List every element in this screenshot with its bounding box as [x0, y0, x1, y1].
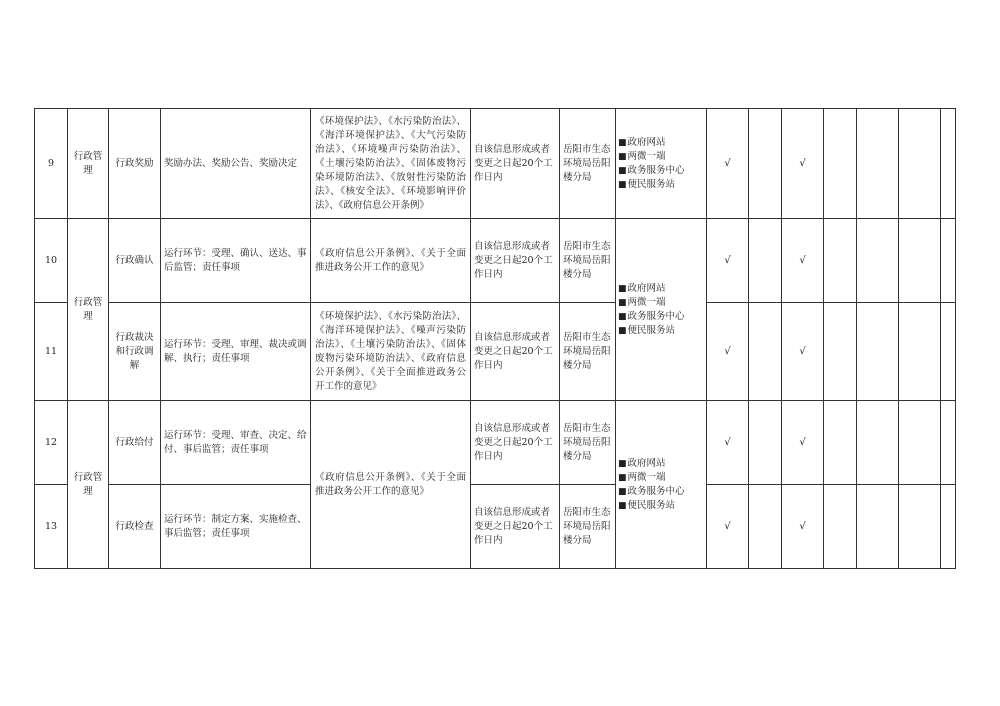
empty-cell	[899, 401, 941, 485]
black-square-icon: ■	[618, 297, 627, 308]
black-square-icon: ■	[618, 500, 627, 511]
basis-cell: 《政府信息公开条例》、《关于全面推进政务公开工作的意见》	[311, 219, 471, 303]
channel-item: ■两微一端	[618, 150, 666, 162]
subject-cell: 岳阳市生态环境局岳阳楼分局	[560, 303, 616, 401]
item-cell: 行政裁决和行政调解	[109, 303, 161, 401]
row-number: 11	[35, 303, 68, 401]
channel-item: ■政务服务中心	[618, 164, 685, 176]
channel-item: ■政务服务中心	[618, 485, 685, 497]
channel-item: ■政府网站	[618, 136, 666, 148]
empty-cell	[941, 401, 956, 485]
check-mark-2: √	[782, 303, 824, 401]
empty-cell	[941, 303, 956, 401]
category-cell: 行政管理	[68, 109, 109, 219]
channel-item: ■政务服务中心	[618, 310, 685, 322]
empty-cell	[749, 485, 782, 569]
category-cell: 行政管理	[68, 401, 109, 569]
check-mark-1: √	[707, 109, 749, 219]
empty-cell	[941, 109, 956, 219]
black-square-icon: ■	[618, 458, 627, 469]
empty-cell	[941, 219, 956, 303]
row-number: 13	[35, 485, 68, 569]
time-cell: 自该信息形成或者变更之日起20个工作日内	[471, 485, 560, 569]
basis-cell: 《政府信息公开条例》、《关于全面推进政务公开工作的意见》	[311, 401, 471, 569]
check-mark-2: √	[782, 401, 824, 485]
check-mark-2: √	[782, 109, 824, 219]
table-row	[35, 303, 956, 401]
check-mark-1: √	[707, 485, 749, 569]
channel-item: ■便民服务站	[618, 499, 676, 511]
time-cell: 自该信息形成或者变更之日起20个工作日内	[471, 109, 560, 219]
black-square-icon: ■	[618, 311, 627, 322]
empty-cell	[749, 219, 782, 303]
black-square-icon: ■	[618, 283, 627, 294]
empty-cell	[824, 109, 857, 219]
channels-cell	[616, 219, 707, 401]
empty-cell	[899, 219, 941, 303]
empty-cell	[899, 109, 941, 219]
empty-cell	[857, 303, 899, 401]
disclosure-table	[34, 108, 956, 569]
check-mark-1: √	[707, 219, 749, 303]
subject-cell: 岳阳市生态环境局岳阳楼分局	[560, 219, 616, 303]
content-cell: 运行环节：受理、审查、决定、给付、事后监管；责任事项	[161, 401, 311, 485]
empty-cell	[824, 303, 857, 401]
empty-cell	[857, 109, 899, 219]
content-cell: 运行环节：制定方案、实施检查、事后监管；责任事项	[161, 485, 311, 569]
category-cell: 行政管理	[68, 219, 109, 401]
subject-cell: 岳阳市生态环境局岳阳楼分局	[560, 485, 616, 569]
item-cell: 行政确认	[109, 219, 161, 303]
item-cell: 行政奖励	[109, 109, 161, 219]
channel-item: ■两微一端	[618, 471, 666, 483]
empty-cell	[824, 219, 857, 303]
empty-cell	[824, 401, 857, 485]
black-square-icon: ■	[618, 325, 627, 336]
table-row	[35, 401, 956, 485]
empty-cell	[899, 485, 941, 569]
black-square-icon: ■	[618, 165, 627, 176]
content-cell: 奖励办法、奖励公告、奖励决定	[161, 109, 311, 219]
basis-cell: 《环境保护法》、《水污染防治法》、《海洋环境保护法》、《噪声污染防治法》、《土壤污染防治法》、《固体废物污染环境防治法》、《政府信息公开条例》、《关于全面推进政务公开工作的意见》	[311, 303, 471, 401]
check-mark-1: √	[707, 401, 749, 485]
empty-cell	[824, 485, 857, 569]
channel-item: ■政府网站	[618, 457, 666, 469]
black-square-icon: ■	[618, 137, 627, 148]
table-row	[35, 485, 956, 569]
empty-cell	[857, 219, 899, 303]
empty-cell	[899, 303, 941, 401]
time-cell: 自该信息形成或者变更之日起20个工作日内	[471, 219, 560, 303]
empty-cell	[749, 303, 782, 401]
channels-cell	[616, 109, 707, 219]
item-cell: 行政检查	[109, 485, 161, 569]
empty-cell	[857, 485, 899, 569]
check-mark-1: √	[707, 303, 749, 401]
channel-item: ■便民服务站	[618, 324, 676, 336]
time-cell: 自该信息形成或者变更之日起20个工作日内	[471, 303, 560, 401]
time-cell: 自该信息形成或者变更之日起20个工作日内	[471, 401, 560, 485]
table-row	[35, 109, 956, 219]
subject-cell: 岳阳市生态环境局岳阳楼分局	[560, 401, 616, 485]
channel-item: ■两微一端	[618, 296, 666, 308]
black-square-icon: ■	[618, 179, 627, 190]
channel-item: ■便民服务站	[618, 178, 676, 190]
black-square-icon: ■	[618, 151, 627, 162]
empty-cell	[749, 401, 782, 485]
row-number: 10	[35, 219, 68, 303]
content-cell: 运行环节：受理、确认、送达、事后监管；责任事项	[161, 219, 311, 303]
black-square-icon: ■	[618, 486, 627, 497]
empty-cell	[857, 401, 899, 485]
subject-cell: 岳阳市生态环境局岳阳楼分局	[560, 109, 616, 219]
table-row	[35, 219, 956, 303]
check-mark-2: √	[782, 219, 824, 303]
check-mark-2: √	[782, 485, 824, 569]
content-cell: 运行环节：受理、审理、裁决或调解、执行；责任事项	[161, 303, 311, 401]
empty-cell	[749, 109, 782, 219]
channel-item: ■政府网站	[618, 282, 666, 294]
black-square-icon: ■	[618, 472, 627, 483]
item-cell: 行政给付	[109, 401, 161, 485]
row-number: 12	[35, 401, 68, 485]
empty-cell	[941, 485, 956, 569]
row-number: 9	[35, 109, 68, 219]
channels-cell	[616, 401, 707, 569]
basis-cell: 《环境保护法》、《水污染防治法》、《海洋环境保护法》、《大气污染防治法》、《环境噪声污染防治法》、《土壤污染防治法》、《固体废物污染环境防治法》、《放射性污染防治法》、《核安全法》、《环境影响评价法》、《政府信息公开条例》	[311, 109, 471, 219]
